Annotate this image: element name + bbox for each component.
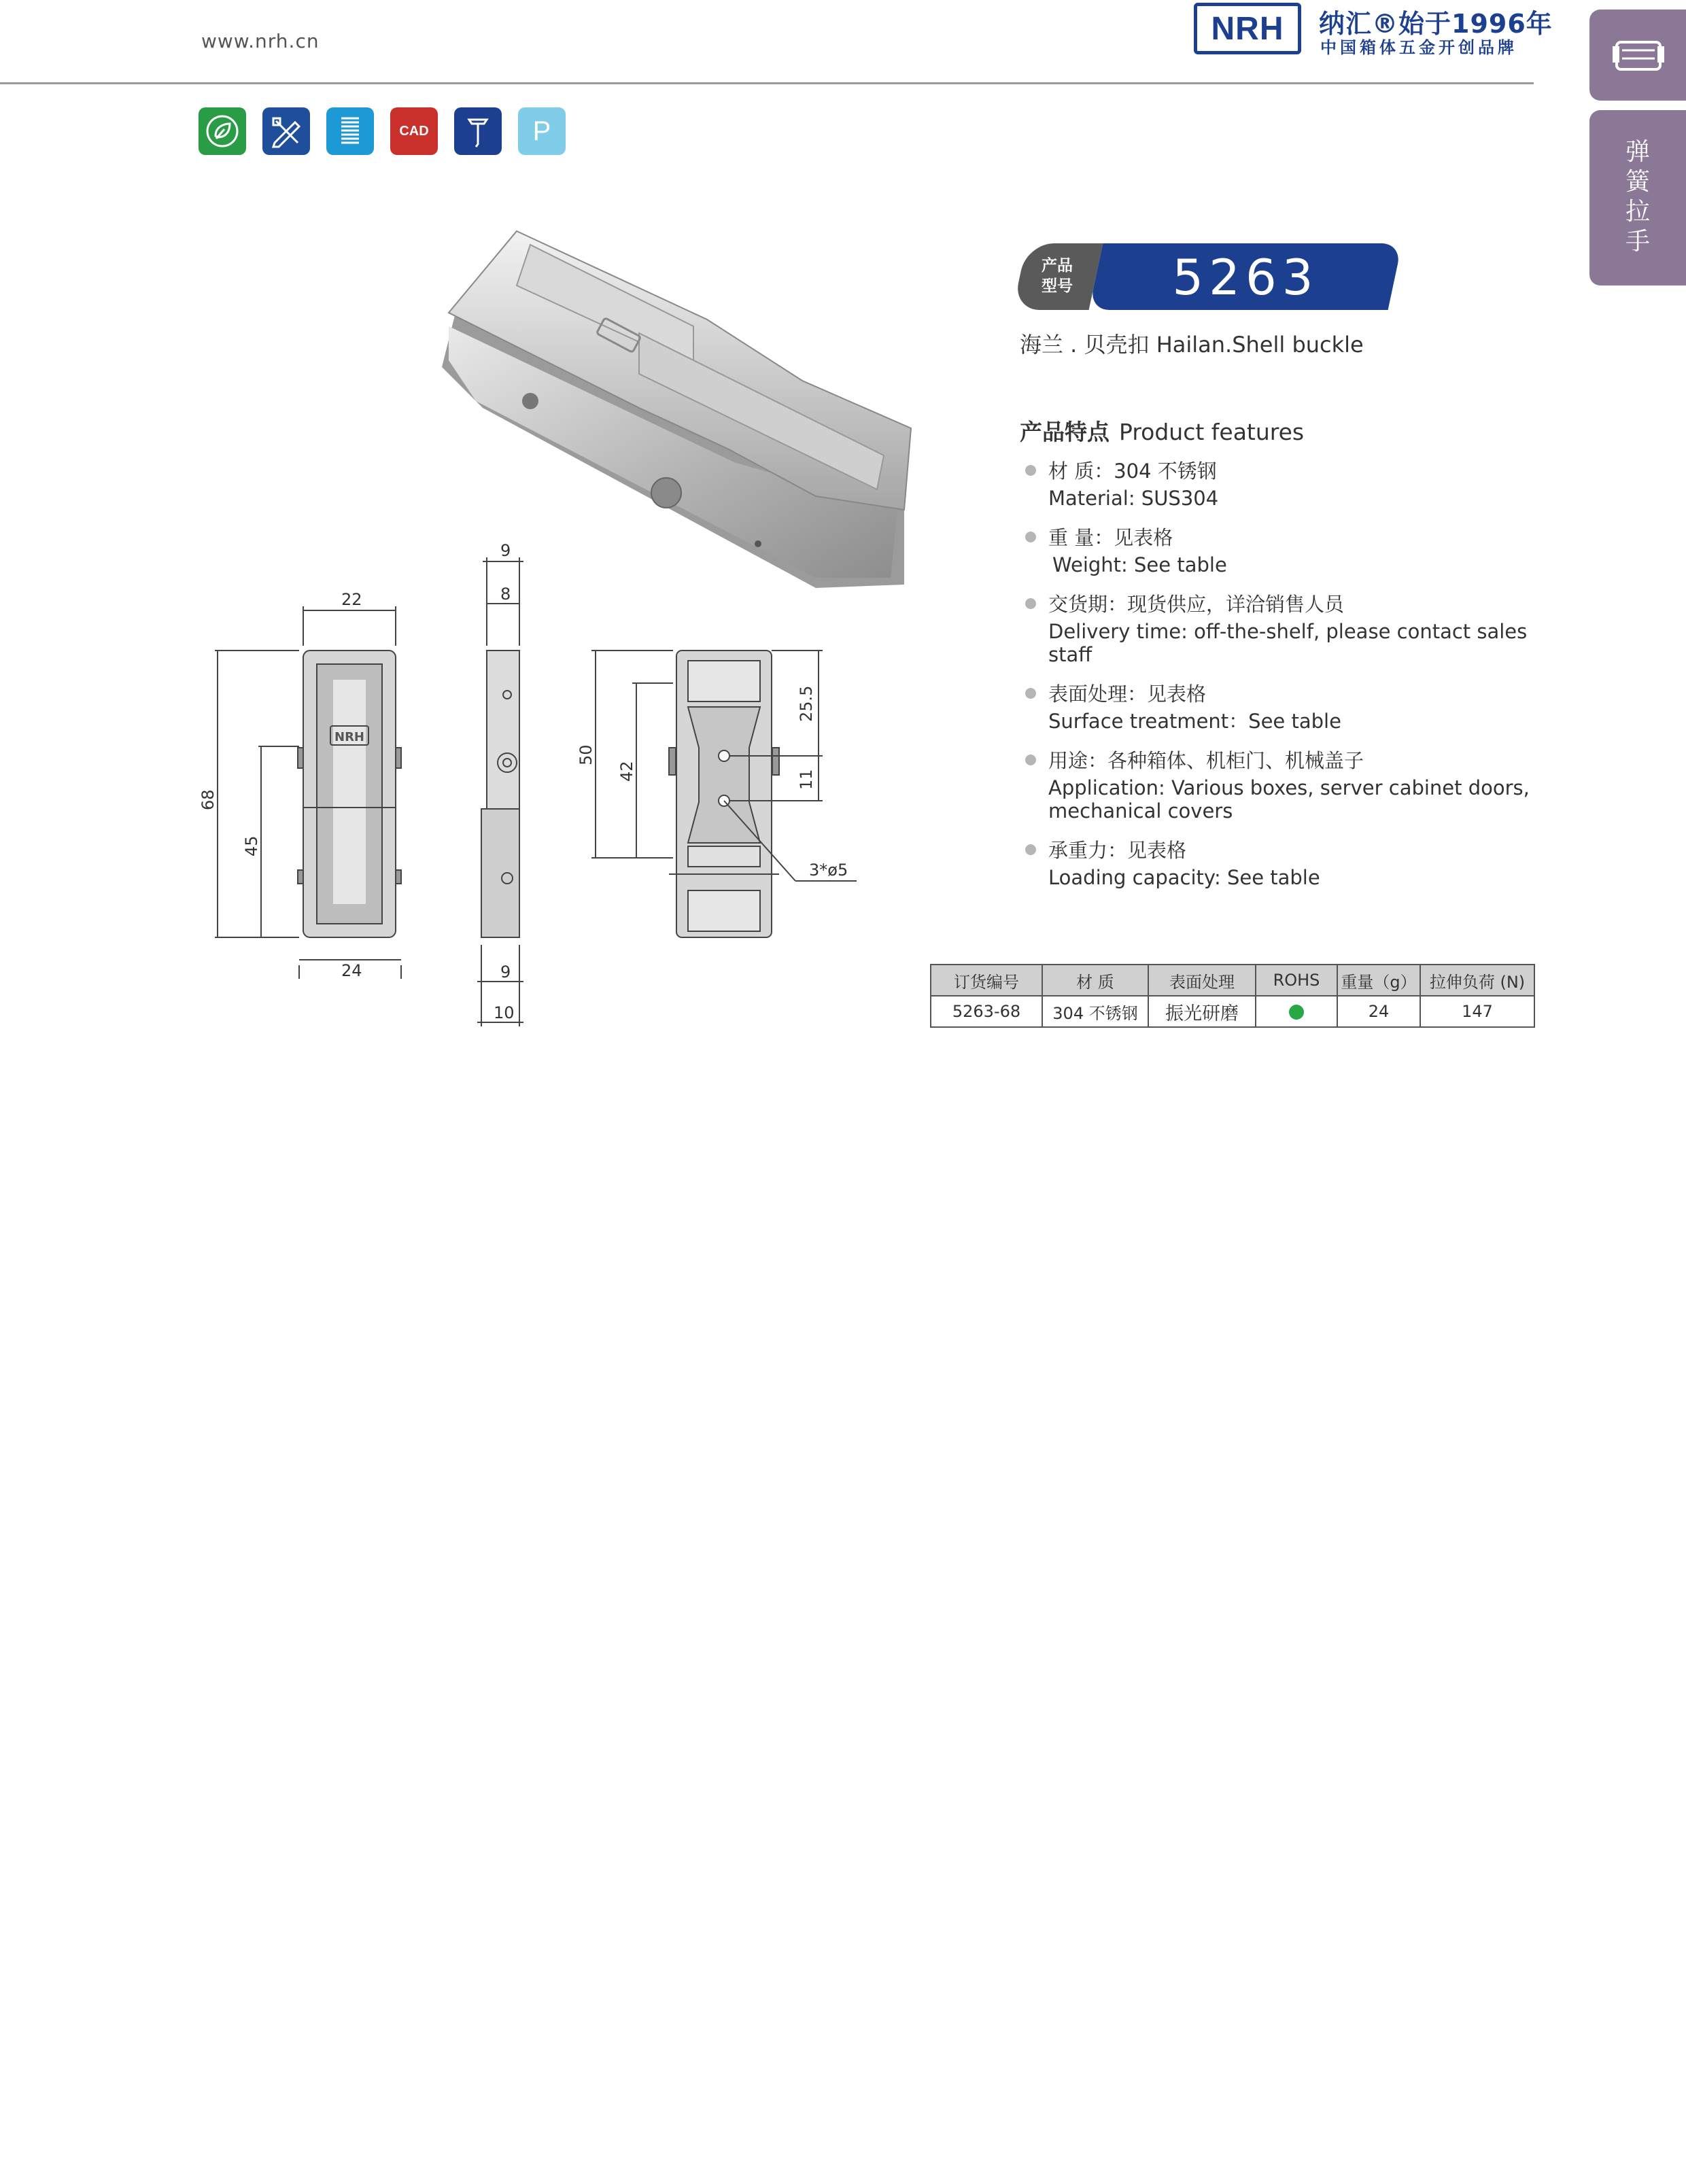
header-divider [0, 82, 1534, 84]
site-url[interactable]: www.nrh.cn [201, 30, 320, 52]
technical-drawing [197, 544, 877, 1040]
brand-tagline: 中国箱体五金开创品牌 [1320, 38, 1517, 57]
p-label: P [532, 116, 551, 146]
feature-delivery [1025, 589, 1542, 666]
th-rohs: ROHS [1256, 965, 1337, 996]
bullet-dot [1025, 532, 1036, 542]
drawing-logo: NRH [334, 730, 364, 744]
dim-front-top-width: 22 [341, 590, 362, 609]
dim-back-upper: 25.5 [797, 685, 816, 722]
th-code: 订货编号 [931, 965, 1042, 996]
th-load: 拉伸负荷 (N) [1420, 965, 1534, 996]
cell-finish: 振光研磨 [1148, 996, 1256, 1027]
feature-surface [1025, 678, 1542, 733]
dim-back-hole-gap: 11 [797, 769, 816, 790]
design-tools-icon [262, 107, 310, 155]
feature-en: Application: Various boxes, server cabinet doors, mechanical covers [1048, 776, 1530, 822]
th-material: 材 质 [1042, 965, 1148, 996]
dim-side-bottom1: 9 [500, 963, 511, 982]
side-tab-char: 簧 [1625, 168, 1650, 196]
feature-zh: 用途：各种箱体、机柜门、机械盖子 [1048, 749, 1364, 772]
feature-zh: 承重力：见表格 [1048, 839, 1187, 862]
dim-front-height: 68 [199, 789, 218, 810]
table-row [931, 996, 1534, 1027]
dim-back-height: 50 [577, 744, 596, 765]
feature-en: Weight: See table [1052, 553, 1227, 576]
code-label-line2: 型号 [1042, 277, 1073, 295]
side-tab-label [1589, 137, 1686, 257]
feature-weight [1025, 522, 1542, 576]
features-heading-en: Product features [1119, 419, 1305, 445]
th-weight: 重量（g） [1337, 965, 1420, 996]
feature-en: Loading capacity: See table [1048, 866, 1320, 889]
feature-application [1025, 745, 1542, 822]
dim-front-bottom-width: 24 [341, 961, 362, 980]
side-tab-char: 手 [1625, 228, 1650, 256]
latch-icon [1589, 10, 1686, 101]
side-tab-icon-box[interactable] [1589, 10, 1686, 101]
cell-code: 5263-68 [931, 996, 1042, 1027]
bullet-dot [1025, 844, 1036, 855]
features-heading [1020, 415, 1304, 447]
bullet-dot [1025, 688, 1036, 699]
spec-table [930, 964, 1535, 1028]
feature-load [1025, 835, 1542, 889]
feature-icons [199, 107, 566, 155]
parking-p-icon [518, 107, 566, 155]
screw-icon [454, 107, 502, 155]
features-heading-zh: 产品特点 [1020, 419, 1109, 445]
dim-back-inner: 42 [617, 761, 636, 782]
cad-file-icon [390, 107, 438, 155]
bullet-dot [1025, 465, 1036, 476]
product-name: 海兰 . 贝壳扣 Hailan.Shell buckle [1020, 332, 1364, 358]
cell-load: 147 [1420, 996, 1534, 1027]
brand-slogan: 纳汇®始于1996年 [1319, 9, 1553, 39]
side-tab-category[interactable] [1589, 110, 1686, 285]
dim-front-inner-height: 45 [242, 835, 261, 856]
feature-zh: 材 质：304 不锈钢 [1048, 460, 1217, 483]
dim-side-bottom2: 10 [494, 1003, 515, 1022]
code-label-line1: 产品 [1042, 257, 1073, 275]
rohs-dot-icon [1289, 1005, 1304, 1020]
th-finish: 表面处理 [1148, 965, 1256, 996]
bullet-dot [1025, 598, 1036, 609]
cell-rohs [1256, 996, 1337, 1027]
spring-icon [326, 107, 374, 155]
table-header-row [931, 965, 1534, 996]
feature-material [1025, 455, 1542, 510]
cell-weight: 24 [1337, 996, 1420, 1027]
dim-holes: 3*ø5 [809, 861, 848, 880]
feature-zh: 交货期：现货供应，详洽销售人员 [1048, 593, 1345, 616]
features-list [1025, 455, 1542, 901]
feature-zh: 表面处理：见表格 [1048, 682, 1207, 706]
side-tab-char: 拉 [1625, 198, 1650, 226]
side-tab-char: 弹 [1625, 138, 1650, 166]
eco-leaf-icon [199, 107, 246, 155]
product-code: 5263 [1172, 249, 1319, 306]
dim-side-top1: 9 [500, 544, 511, 560]
feature-en: Delivery time: off-the-shelf, please contact sales staff [1048, 620, 1528, 666]
feature-en: Surface treatment：See table [1048, 710, 1341, 733]
bullet-dot [1025, 755, 1036, 765]
dim-side-top2: 8 [500, 585, 511, 604]
cell-material: 304 不锈钢 [1042, 996, 1148, 1027]
code-label [1027, 256, 1088, 296]
feature-en: Material: SUS304 [1048, 487, 1219, 510]
brand-logo [1194, 3, 1301, 54]
feature-zh: 重 量：见表格 [1048, 526, 1173, 549]
brand-logo-text: NRH [1211, 11, 1284, 47]
cad-label: CAD [399, 123, 429, 139]
